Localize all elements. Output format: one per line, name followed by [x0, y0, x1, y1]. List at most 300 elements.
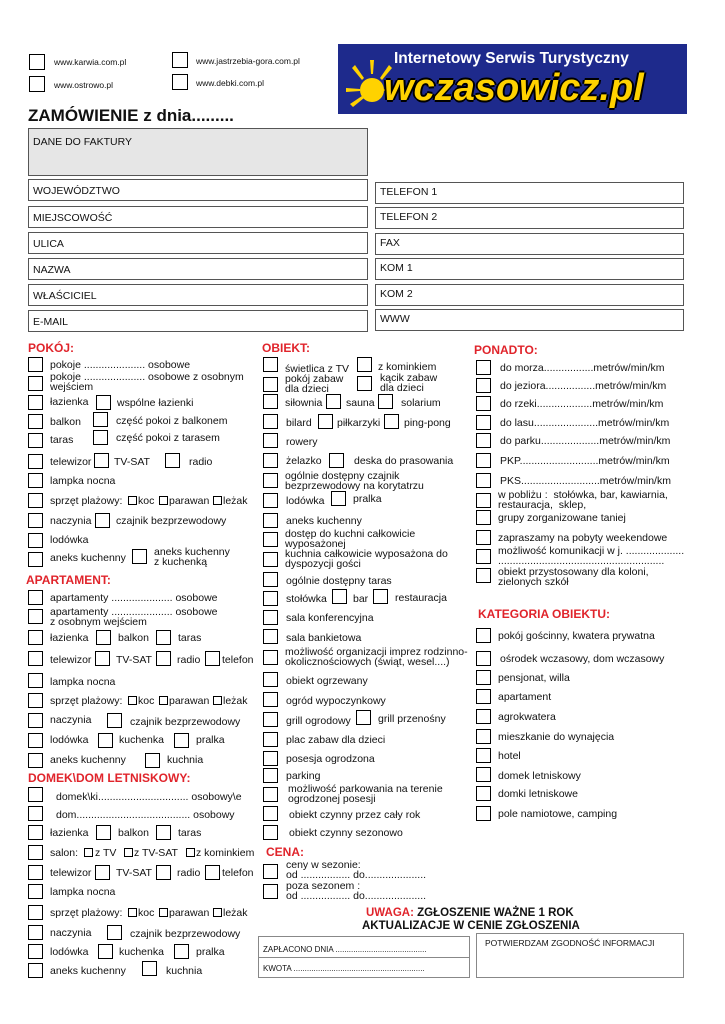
- confirm-label: POTWIERDZAM ZGODNOŚĆ INFORMACJI: [485, 938, 655, 948]
- checkbox-koc[interactable]: [128, 496, 137, 505]
- checkbox-wspolne-lazienki[interactable]: [96, 395, 111, 410]
- label: grill przenośny: [378, 713, 446, 725]
- checkbox-ap-sprzet[interactable]: [28, 693, 43, 708]
- checkbox-caly-rok[interactable]: [263, 806, 278, 821]
- checkbox-kat-pokoj[interactable]: [476, 628, 491, 643]
- label: ogólnie dostępny czajnik bezprzewodowy na korytatrzu: [285, 470, 424, 492]
- checkbox-dostep-kuchni[interactable]: [263, 532, 278, 547]
- field-kom1[interactable]: [375, 258, 684, 280]
- checkbox-parkowanie[interactable]: [263, 787, 278, 802]
- checkbox-ap-telefon[interactable]: [205, 651, 220, 666]
- checkbox-dm-parawan[interactable]: [159, 908, 168, 917]
- label: restauracja: [395, 592, 447, 604]
- amount-field[interactable]: KWOTA ...........................................................: [263, 964, 425, 973]
- label: lampka nocna: [50, 676, 116, 688]
- checkbox-dm-lampka[interactable]: [28, 884, 43, 899]
- checkbox-dm-aneks[interactable]: [28, 963, 43, 978]
- field-kom2[interactable]: [375, 284, 684, 306]
- label: grupy zorganizowane taniej: [498, 512, 626, 524]
- label: plac zabaw dla dzieci: [286, 734, 386, 746]
- label: koc: [138, 695, 155, 707]
- section-heading-domek: DOMEK\DOM LETNISKOWY:: [28, 771, 191, 785]
- checkbox-ob-taras[interactable]: [263, 572, 278, 587]
- label: łazienka: [50, 396, 89, 408]
- label: parawan: [169, 907, 210, 919]
- label: pensjonat, willa: [498, 672, 570, 684]
- checkbox-grill[interactable]: [263, 712, 278, 727]
- logo-banner: [338, 44, 687, 114]
- label: lodówka: [286, 495, 325, 507]
- checkbox-silownia[interactable]: [263, 394, 278, 409]
- label: telefon: [222, 654, 254, 666]
- field-telefon2[interactable]: [375, 207, 684, 229]
- checkbox-kominek[interactable]: [357, 357, 372, 372]
- field-label: TELEFON 2: [380, 211, 438, 223]
- checkbox-posesja[interactable]: [263, 751, 278, 766]
- label: żelazko: [286, 455, 322, 467]
- label: sprzęt plażowy:: [50, 907, 123, 919]
- site-checkbox-jastrzebia[interactable]: [172, 52, 188, 68]
- label: posesja ogrodzona: [286, 753, 375, 765]
- checkbox-dm-salon[interactable]: [28, 845, 43, 860]
- checkbox-sprzet[interactable]: [28, 493, 43, 508]
- field-telefon1[interactable]: [375, 182, 684, 204]
- brand-logo: wczasowicz.pl: [384, 67, 644, 109]
- checkbox-zelazko[interactable]: [263, 453, 278, 468]
- label: możliwość komunikacji w j. .................... .........................................................: [498, 545, 685, 567]
- checkbox-lampka[interactable]: [28, 473, 43, 488]
- label: czajnik bezprzewodowy: [116, 515, 227, 527]
- field-wojewodztwo[interactable]: [28, 179, 368, 201]
- label: możliwość parkowania na terenie ogrodzonej posesji: [288, 783, 443, 805]
- label: agrokwatera: [498, 711, 556, 723]
- label: czajnik bezprzewodowy: [130, 928, 241, 940]
- label: do lasu......................metrów/min/km: [500, 417, 670, 429]
- checkbox-dm-lezak[interactable]: [213, 908, 222, 917]
- label: salon:: [50, 847, 79, 859]
- checkbox-weekend[interactable]: [476, 530, 491, 545]
- checkbox-balkon[interactable]: [28, 414, 43, 429]
- field-label: MIEJSCOWOŚĆ: [33, 212, 113, 224]
- label: pokoje ..................... osobowe z osobnym wejściem: [50, 371, 244, 393]
- label: TV-SAT: [116, 654, 152, 666]
- label: ogród wypoczynkowy: [286, 695, 386, 707]
- checkbox-ap-telewizor[interactable]: [28, 651, 43, 666]
- checkbox-dm-naczynia[interactable]: [28, 925, 43, 940]
- section-heading-apartament: APARTAMENT:: [26, 573, 111, 587]
- checkbox-parking[interactable]: [263, 768, 278, 783]
- checkbox-dm-radio[interactable]: [156, 865, 171, 880]
- checkbox-ap-aneks[interactable]: [28, 753, 43, 768]
- label: obiekt czynny przez cały rok: [289, 809, 421, 821]
- label: z kominkiem: [378, 361, 437, 373]
- payment-divider: [259, 957, 469, 958]
- checkbox-ap-lodowka[interactable]: [28, 733, 43, 748]
- label: apartamenty ..................... osobowe: [50, 592, 218, 604]
- site-url: www.karwia.com.pl: [54, 57, 127, 67]
- checkbox-ap-taras[interactable]: [156, 630, 171, 645]
- label: koc: [138, 907, 155, 919]
- label: telefon: [222, 867, 254, 879]
- checkbox-ap-czajnik[interactable]: [107, 713, 122, 728]
- checkbox-dm-taras[interactable]: [156, 825, 171, 840]
- label: parawan: [169, 495, 210, 507]
- checkbox-salon-tvsat[interactable]: [124, 848, 133, 857]
- field-label: NAZWA: [33, 264, 71, 276]
- checkbox-telewizor[interactable]: [28, 454, 43, 469]
- checkbox-tvsat[interactable]: [94, 453, 109, 468]
- checkbox-komunikacja[interactable]: [476, 549, 491, 564]
- site-checkbox-debki[interactable]: [172, 74, 188, 90]
- checkbox-grill-przenosny[interactable]: [356, 710, 371, 725]
- label: pokoje ..................... osobowe: [50, 359, 191, 371]
- label: pokój zabaw dla dzieci: [285, 373, 344, 395]
- checkbox-dm-balkon[interactable]: [96, 825, 111, 840]
- checkbox-pingpong[interactable]: [384, 414, 399, 429]
- label: poza sezonem : od ................. do.....................: [286, 880, 427, 902]
- checkbox-pokoje-wejscie[interactable]: [28, 376, 43, 391]
- field-label: TELEFON 1: [380, 186, 438, 198]
- field-fax[interactable]: [375, 233, 684, 255]
- label: lampka nocna: [50, 886, 116, 898]
- label: ceny w sezonie: od ................. do.....................: [286, 859, 427, 881]
- checkbox-ap-balkon[interactable]: [96, 630, 111, 645]
- label: naczynia: [50, 927, 92, 939]
- label: radio: [177, 654, 201, 666]
- checkbox-dm-telefon[interactable]: [205, 865, 220, 880]
- checkbox-lazienka[interactable]: [28, 395, 43, 410]
- notice-valid: ZGŁOSZENIE WAŻNE 1 ROK: [413, 907, 574, 919]
- label: część pokoi z tarasem: [116, 432, 220, 444]
- payment-box: [258, 936, 470, 978]
- label: pralka: [196, 946, 225, 958]
- label: dostęp do kuchni całkowicie wyposażonej: [285, 528, 416, 550]
- checkbox-apartamenty[interactable]: [28, 590, 43, 605]
- field-miejscowosc[interactable]: [28, 206, 368, 228]
- checkbox-w-poblizu[interactable]: [476, 493, 491, 508]
- checkbox-czesc-taras[interactable]: [93, 430, 108, 445]
- checkbox-dm-lazienka[interactable]: [28, 825, 43, 840]
- label: balkon: [50, 416, 81, 428]
- checkbox-ap-lazienka[interactable]: [28, 630, 43, 645]
- checkbox-pks[interactable]: [476, 473, 491, 488]
- checkbox-kat-hotel[interactable]: [476, 748, 491, 763]
- checkbox-taras[interactable]: [28, 433, 43, 448]
- checkbox-sezonowo[interactable]: [263, 825, 278, 840]
- site-url: www.ostrowo.pl: [54, 80, 114, 90]
- section-heading-ponadto: PONADTO:: [474, 343, 538, 357]
- label: wspólne łazienki: [117, 397, 194, 409]
- checkbox-dm-kuchenka[interactable]: [98, 944, 113, 959]
- checkbox-ob-lodowka[interactable]: [263, 493, 278, 508]
- label: do jeziora.................metrów/min/km: [500, 380, 667, 392]
- field-wlasciciel[interactable]: [28, 284, 368, 306]
- label: do morza.................metrów/min/km: [500, 362, 665, 374]
- field-ulica[interactable]: [28, 232, 368, 254]
- checkbox-ap-tvsat[interactable]: [95, 651, 110, 666]
- label: stołówka: [286, 593, 327, 605]
- checkbox-sauna[interactable]: [326, 394, 341, 409]
- label: parawan: [169, 695, 210, 707]
- label: zapraszamy na pobyty weekendowe: [498, 532, 668, 544]
- field-label: WOJEWÓDZTWO: [33, 185, 120, 197]
- label: ping-pong: [404, 417, 451, 429]
- label: naczynia: [50, 714, 92, 726]
- label: do rzeki...................metrów/min/km: [500, 398, 664, 410]
- field-label: KOM 1: [380, 262, 413, 274]
- page-title: ZAMÓWIENIE z dnia.........: [28, 106, 234, 125]
- invoice-label: DANE DO FAKTURY: [33, 136, 132, 148]
- site-url: www.jastrzebia-gora.com.pl: [196, 56, 300, 66]
- label: do parku....................metrów/min/km: [500, 435, 671, 447]
- label: radio: [177, 867, 201, 879]
- label: PKS...........................metrów/min/km: [500, 475, 671, 487]
- notice-line-1: [366, 907, 574, 919]
- checkbox-czajnik-ogolny[interactable]: [263, 473, 278, 488]
- checkbox-salon-kominek[interactable]: [186, 848, 195, 857]
- checkbox-ap-pralka[interactable]: [174, 733, 189, 748]
- label: kuchnia całkowicie wyposażona do dyspozycji gości: [285, 548, 448, 570]
- checkbox-naczynia[interactable]: [28, 513, 43, 528]
- checkbox-dm-koc[interactable]: [128, 908, 137, 917]
- label: dom....................................... osobowy: [56, 809, 235, 821]
- label: rowery: [286, 436, 318, 448]
- label: leżak: [223, 907, 248, 919]
- label: deska do prasowania: [354, 455, 454, 467]
- confirm-box[interactable]: [476, 933, 684, 978]
- field-nazwa[interactable]: [28, 258, 368, 280]
- checkbox-ob-pralka[interactable]: [331, 491, 346, 506]
- checkbox-do-rzeki[interactable]: [476, 396, 491, 411]
- checkbox-dm-telewizor[interactable]: [28, 865, 43, 880]
- checkbox-ap-kuchenka[interactable]: [98, 733, 113, 748]
- label: TV-SAT: [116, 867, 152, 879]
- checkbox-ap-lezak[interactable]: [213, 696, 222, 705]
- label: koc: [138, 495, 155, 507]
- checkbox-pilkarzyki[interactable]: [318, 414, 333, 429]
- paid-date-field[interactable]: ZAPŁACONO DNIA .........................................: [263, 945, 427, 954]
- checkbox-restauracja[interactable]: [373, 589, 388, 604]
- label: sauna: [346, 397, 375, 409]
- checkbox-ap-koc[interactable]: [128, 696, 137, 705]
- checkbox-cena-poza[interactable]: [263, 884, 278, 899]
- label: aneks kuchenny: [50, 965, 126, 977]
- checkbox-do-jeziora[interactable]: [476, 378, 491, 393]
- label: lodówka: [50, 946, 89, 958]
- label: siłownia: [285, 397, 323, 409]
- label: z TV-SAT: [134, 847, 178, 859]
- checkbox-dm-kuchnia[interactable]: [142, 961, 157, 976]
- checkbox-dm-pralka[interactable]: [174, 944, 189, 959]
- label: leżak: [223, 695, 248, 707]
- label: część pokoi z balkonem: [116, 415, 228, 427]
- label: obiekt przystosowany dla koloni, zielonych szkół: [498, 566, 649, 588]
- label: bilard: [286, 417, 312, 429]
- checkbox-imprezy[interactable]: [263, 650, 278, 665]
- label: lampka nocna: [50, 475, 116, 487]
- checkbox-kat-apartament[interactable]: [476, 689, 491, 704]
- checkbox-kat-pensjonat[interactable]: [476, 670, 491, 685]
- field-label: WŁAŚCICIEL: [33, 290, 97, 302]
- label: z kominkiem: [196, 847, 255, 859]
- label: domki letniskowe: [498, 788, 578, 800]
- label: łazienka: [50, 632, 89, 644]
- checkbox-stolowka[interactable]: [263, 591, 278, 606]
- checkbox-pokoj-zabaw[interactable]: [263, 377, 278, 392]
- checkbox-rowery[interactable]: [263, 433, 278, 448]
- checkbox-lezak[interactable]: [213, 496, 222, 505]
- label: mieszkanie do wynajęcia: [498, 731, 615, 743]
- label: taras: [50, 434, 74, 446]
- field-email[interactable]: [28, 310, 368, 332]
- checkbox-pkp[interactable]: [476, 453, 491, 468]
- checkbox-kat-camping[interactable]: [476, 806, 491, 821]
- checkbox-dm-lodowka[interactable]: [28, 944, 43, 959]
- label: aneks kuchenny: [286, 515, 362, 527]
- checkbox-bilard[interactable]: [263, 414, 278, 429]
- field-www[interactable]: [375, 309, 684, 331]
- label: obiekt czynny sezonowo: [289, 827, 403, 839]
- site-checkbox-ostrowo[interactable]: [29, 76, 45, 92]
- label: pole namiotowe, camping: [498, 808, 618, 820]
- label: aneks kuchenny: [50, 754, 126, 766]
- checkbox-czajnik[interactable]: [95, 513, 110, 528]
- checkbox-dom[interactable]: [28, 806, 43, 821]
- field-label: WWW: [380, 313, 410, 325]
- label: sprzęt plażowy:: [50, 695, 123, 707]
- label: lodówka: [50, 534, 89, 546]
- field-label: E-MAIL: [33, 316, 69, 328]
- checkbox-ogrzewany[interactable]: [263, 672, 278, 687]
- label: naczynia: [50, 515, 92, 527]
- label: sala bankietowa: [286, 632, 362, 644]
- notice-line-2: AKTUALIZACJE W CENIE ZGŁOSZENIA: [362, 920, 580, 932]
- checkbox-apartamenty-wejscie[interactable]: [28, 609, 43, 624]
- label: apartament: [498, 691, 552, 703]
- label: telewizor: [50, 654, 92, 666]
- label: obiekt ogrzewany: [286, 675, 368, 687]
- checkbox-dm-sprzet[interactable]: [28, 905, 43, 920]
- checkbox-pokoje[interactable]: [28, 357, 43, 372]
- label: parking: [286, 770, 321, 782]
- label: radio: [189, 456, 213, 468]
- checkbox-aneks[interactable]: [28, 552, 43, 567]
- invoice-box[interactable]: [28, 128, 368, 176]
- checkbox-aneks-kuchenka[interactable]: [132, 549, 147, 564]
- checkbox-kolonie[interactable]: [476, 568, 491, 583]
- checkbox-bar[interactable]: [332, 589, 347, 604]
- checkbox-domek[interactable]: [28, 787, 43, 802]
- checkbox-parawan[interactable]: [159, 496, 168, 505]
- checkbox-kuchnia-wyp[interactable]: [263, 552, 278, 567]
- label: apartamenty ..................... osobowe z osobnym wejściem: [50, 606, 218, 628]
- label: sprzęt plażowy:: [50, 495, 123, 507]
- notice-uwaga: UWAGA:: [366, 907, 414, 919]
- label: czajnik bezprzewodowy: [130, 716, 241, 728]
- label: hotel: [498, 750, 521, 762]
- section-heading-obiekt: OBIEKT:: [262, 341, 310, 355]
- checkbox-do-parku[interactable]: [476, 433, 491, 448]
- label: taras: [178, 827, 202, 839]
- checkbox-kat-domek[interactable]: [476, 767, 491, 782]
- label: balkon: [118, 632, 149, 644]
- checkbox-cena-sezon[interactable]: [263, 864, 278, 879]
- label: kuchnia: [166, 965, 203, 977]
- label: kącik zabaw dla dzieci: [380, 372, 438, 394]
- checkbox-radio[interactable]: [165, 453, 180, 468]
- checkbox-plac-zabaw[interactable]: [263, 732, 278, 747]
- label: możliwość organizacji imprez rodzinno- okolicznościowych (świąt, wesel....): [285, 646, 468, 668]
- label: PKP...........................metrów/min/km: [500, 455, 670, 467]
- section-heading-kategoria: KATEGORIA OBIEKTU:: [478, 607, 610, 621]
- label: domek letniskowy: [498, 770, 581, 782]
- label: kuchnia: [167, 754, 204, 766]
- label: w pobliżu : stołówka, bar, kawiarnia, restauracja, sklep,: [498, 489, 668, 511]
- checkbox-salon-tv[interactable]: [84, 848, 93, 857]
- field-label: FAX: [380, 237, 400, 249]
- checkbox-czesc-balkon[interactable]: [93, 412, 108, 427]
- checkbox-grupy[interactable]: [476, 510, 491, 525]
- checkbox-solarium[interactable]: [378, 394, 393, 409]
- label: bar: [353, 593, 369, 605]
- checkbox-kat-osrodek[interactable]: [476, 651, 491, 666]
- checkbox-kat-mieszkanie[interactable]: [476, 729, 491, 744]
- checkbox-bankietowa[interactable]: [263, 629, 278, 644]
- label: z TV: [95, 847, 117, 859]
- checkbox-ap-parawan[interactable]: [159, 696, 168, 705]
- checkbox-ap-radio[interactable]: [156, 651, 171, 666]
- label: łazienka: [50, 827, 89, 839]
- checkbox-do-lasu[interactable]: [476, 415, 491, 430]
- checkbox-kat-domki[interactable]: [476, 786, 491, 801]
- banner-subtitle: Internetowy Serwis Turystyczny: [394, 50, 629, 67]
- label: grill ogrodowy: [286, 715, 351, 727]
- site-checkbox-karwia[interactable]: [29, 54, 45, 70]
- label: domek\ki............................... osobowy\e: [56, 791, 242, 803]
- label: ośrodek wczasowy, dom wczasowy: [500, 653, 665, 665]
- label: kuchenka: [119, 734, 164, 746]
- checkbox-kacik[interactable]: [357, 376, 372, 391]
- checkbox-swietlica[interactable]: [263, 357, 278, 372]
- checkbox-ap-naczynia[interactable]: [28, 713, 43, 728]
- label: aneks kuchenny: [50, 552, 126, 564]
- label: pokój gościnny, kwatera prywatna: [498, 630, 655, 642]
- checkbox-kat-agrokwatera[interactable]: [476, 709, 491, 724]
- checkbox-lodowka[interactable]: [28, 533, 43, 548]
- label: ogólnie dostępny taras: [286, 575, 392, 587]
- checkbox-ogrod[interactable]: [263, 692, 278, 707]
- checkbox-dm-czajnik[interactable]: [107, 925, 122, 940]
- label: kuchenka: [119, 946, 164, 958]
- checkbox-ap-kuchnia[interactable]: [145, 753, 160, 768]
- field-label: KOM 2: [380, 288, 413, 300]
- label: świetlica z TV: [285, 363, 349, 375]
- checkbox-konferencyjna[interactable]: [263, 610, 278, 625]
- label: pralka: [353, 493, 382, 505]
- section-heading-pokoj: POKÓJ:: [28, 341, 75, 355]
- checkbox-deska[interactable]: [329, 453, 344, 468]
- checkbox-dm-tvsat[interactable]: [95, 865, 110, 880]
- checkbox-ob-aneks[interactable]: [263, 513, 278, 528]
- label: leżak: [223, 495, 248, 507]
- checkbox-do-morza[interactable]: [476, 360, 491, 375]
- label: aneks kuchenny z kuchenką: [154, 546, 230, 568]
- label: balkon: [118, 827, 149, 839]
- label: piłkarzyki: [337, 417, 381, 429]
- section-heading-cena: CENA:: [266, 845, 304, 859]
- checkbox-ap-lampka[interactable]: [28, 673, 43, 688]
- label: taras: [178, 632, 202, 644]
